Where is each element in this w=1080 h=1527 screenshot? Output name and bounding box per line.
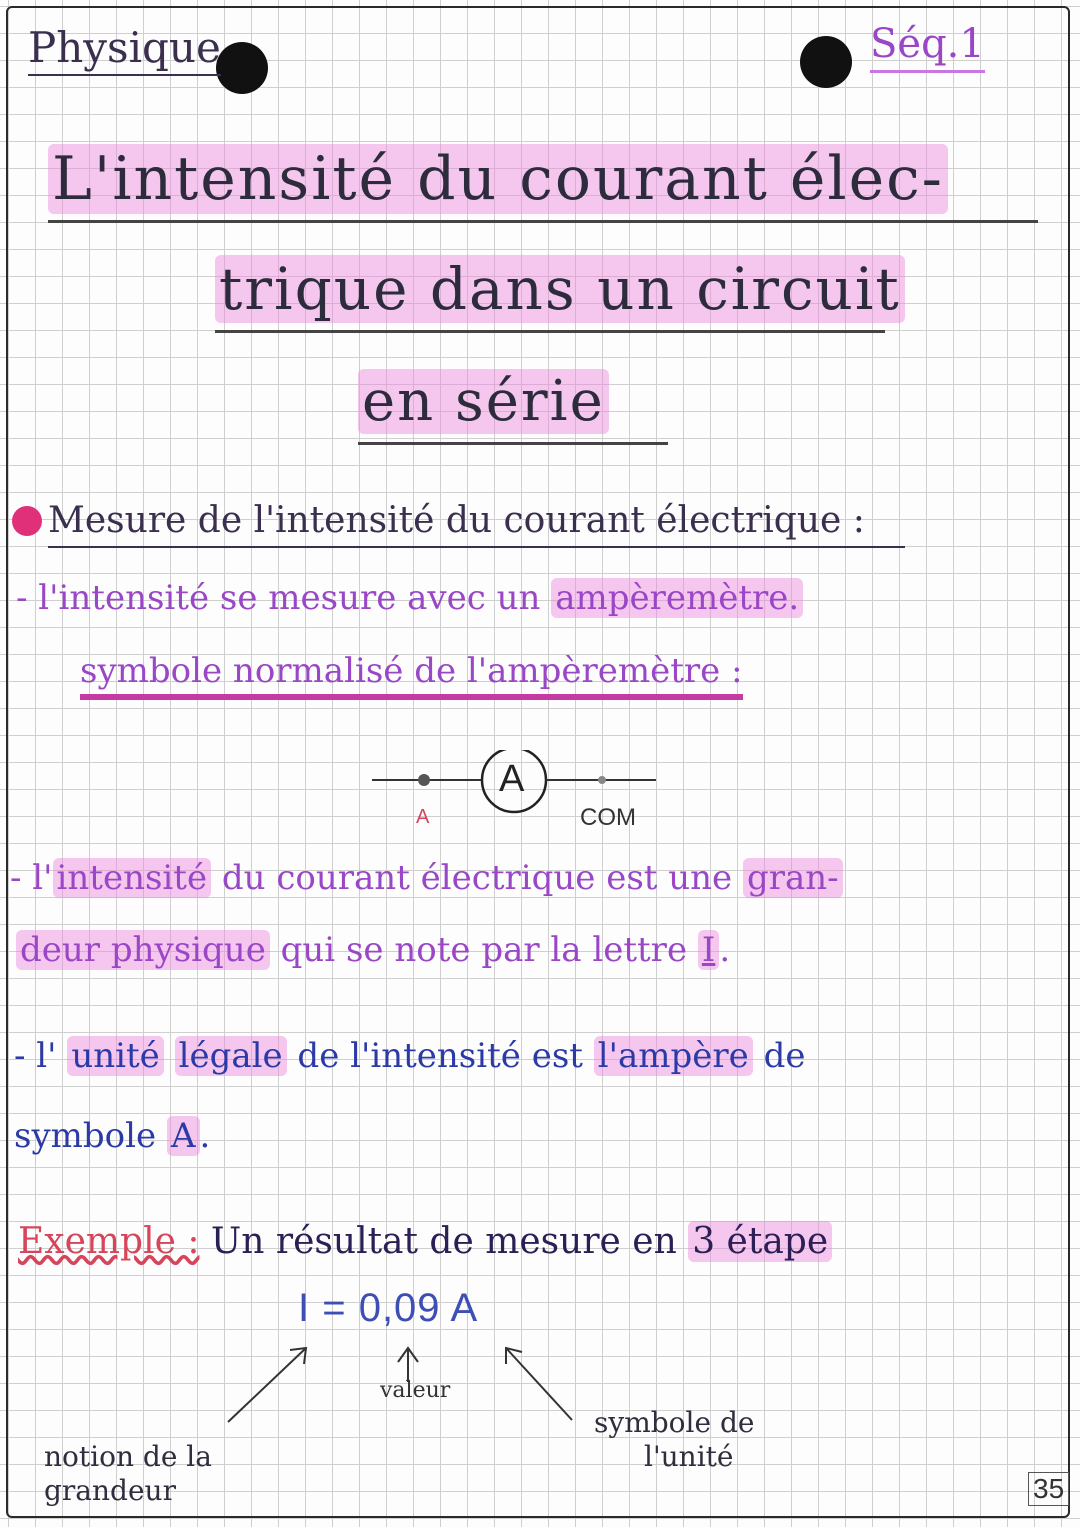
- paragraph-2-line-2: [14, 1110, 210, 1162]
- p2-symbol-A: A: [167, 1116, 200, 1156]
- paragraph-1-line-1: [10, 852, 843, 904]
- note-quantity: [44, 1440, 212, 1508]
- title-line-2-text: trique dans un circuit: [215, 255, 905, 323]
- title-line-2: [215, 250, 901, 333]
- formula: I = 0,09 A: [298, 1286, 479, 1330]
- note-unit-line-2: l'unité: [644, 1440, 734, 1473]
- section-heading: Mesure de l'intensité du courant électrique :: [48, 496, 905, 548]
- example-highlight: 3 étape: [688, 1221, 832, 1262]
- title-line-3: [358, 366, 668, 445]
- p2-word-ampere: l'ampère: [594, 1036, 753, 1076]
- p1-middle: du courant électrique est une: [211, 858, 743, 898]
- example-label: Exemple :: [18, 1221, 200, 1262]
- page-number: 35: [1028, 1472, 1069, 1506]
- binder-hole-right: [800, 36, 852, 88]
- note-unit: [594, 1406, 754, 1474]
- note-unit-line-1: symbole de: [594, 1406, 755, 1439]
- p1-letter-I: I: [698, 930, 719, 970]
- p1-prefix: - l': [10, 858, 53, 898]
- symbol-caption: symbole normalisé de l'ampèremètre :: [80, 648, 743, 700]
- sequence-label: Séq.1: [870, 18, 985, 73]
- note-value: valeur: [380, 1378, 451, 1403]
- p2-dot: .: [199, 1116, 211, 1156]
- p1-physical-quantity: deur physique: [16, 930, 270, 970]
- ammeter-word: ampèremètre.: [551, 578, 803, 618]
- example-line: [18, 1216, 832, 1268]
- p2-middle: de l'intensité est: [286, 1036, 594, 1076]
- ammeter-left-terminal: A: [416, 806, 430, 828]
- p2-prefix: - l': [14, 1036, 68, 1076]
- example-text: Un résultat de mesure en: [210, 1221, 689, 1262]
- p1-line-2-text: qui se note par la lettre: [269, 930, 698, 970]
- ammeter-right-terminal: COM: [580, 804, 636, 831]
- note-quantity-line-2: grandeur: [44, 1474, 176, 1507]
- section-bullet: [12, 506, 42, 536]
- binder-hole-left: [216, 42, 268, 94]
- p1-word-intensity: intensité: [53, 858, 212, 898]
- p2-end: de: [752, 1036, 806, 1076]
- paragraph-1-line-2: [16, 924, 730, 976]
- title-line-1: [48, 140, 1038, 223]
- subject-label: Physique: [28, 22, 221, 76]
- p2-line-2-text: symbole: [14, 1116, 167, 1156]
- paragraph-2-line-1: [14, 1030, 805, 1082]
- p2-word-legal: légale: [175, 1036, 287, 1076]
- note-quantity-line-1: notion de la: [44, 1440, 212, 1473]
- ammeter-letter: A: [499, 758, 525, 800]
- p1-end: .: [719, 930, 731, 970]
- p1-word-gran: gran-: [743, 858, 843, 898]
- p2-word-unit: unité: [67, 1036, 163, 1076]
- measure-line: [16, 574, 803, 622]
- title-line-3-text: en série: [358, 369, 609, 434]
- measure-line-text: - l'intensité se mesure avec un: [16, 578, 552, 618]
- p2-space: [164, 1036, 175, 1076]
- title-line-1-text: L'intensité du courant élec-: [48, 144, 948, 214]
